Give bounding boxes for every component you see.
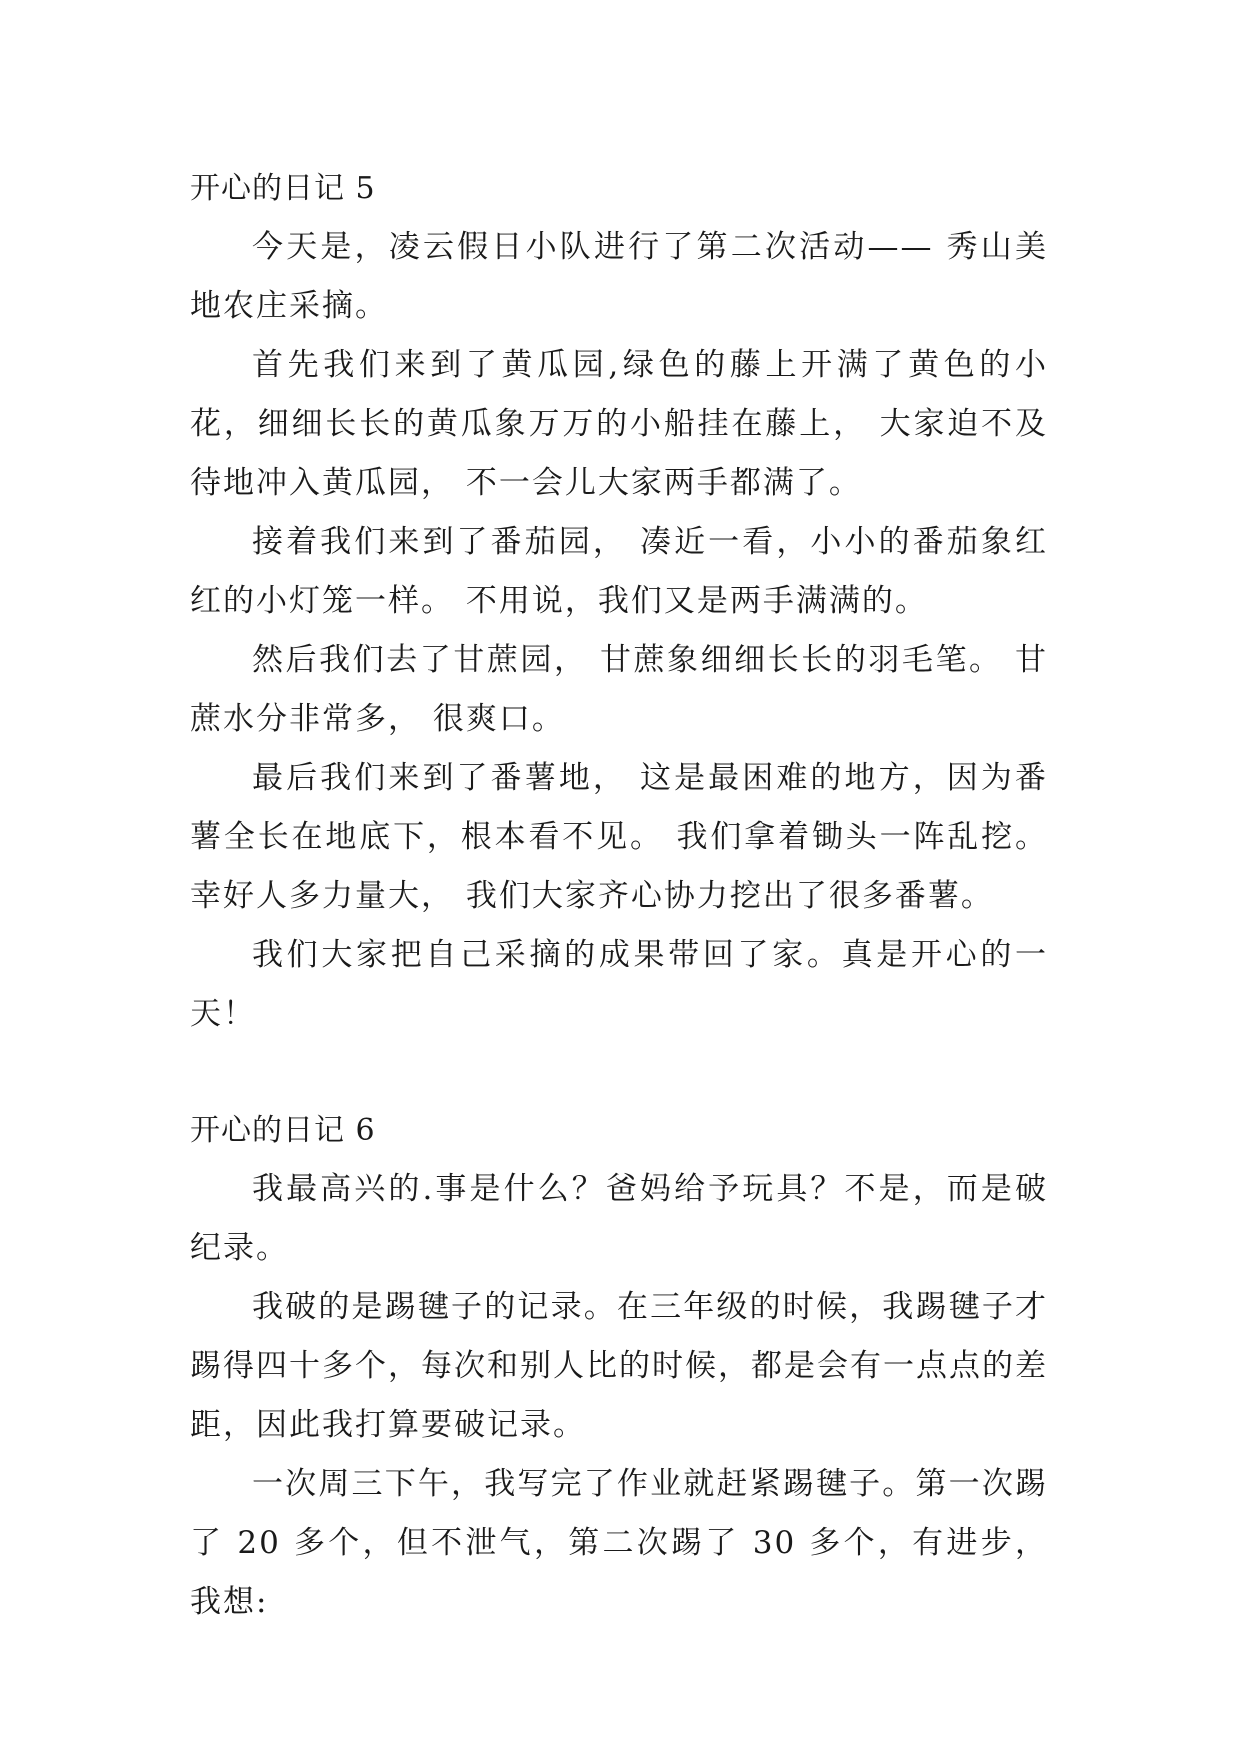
section-title: 开心的日记 5 [190, 171, 376, 206]
diary-section-5 [190, 160, 1048, 1044]
paragraph: 首先我们来到了黄瓜园,绿色的藤上开满了黄色的小花，细细长长的黄瓜象万万的小船挂在藤上， 大家迫不及待地冲入黄瓜园， 不一会儿大家两手都满了。 [190, 347, 1048, 501]
paragraph: 一次周三下午，我写完了作业就赶紧踢毽子。第一次踢了 20 多个，但不泄气，第二次踢了 30 多个，有进步，我想: [190, 1466, 1048, 1620]
paragraph: 我破的是踢毽子的记录。在三年级的时候，我踢毽子才踢得四十多个，每次和别人比的时候，都是会有一点点的差距，因此我打算要破记录。 [190, 1289, 1048, 1443]
paragraph: 接着我们来到了番茄园， 凑近一看，小小的番茄象红红的小灯笼一样。 不用说，我们又是两手满满的。 [190, 524, 1048, 619]
section-title: 开心的日记 6 [190, 1113, 376, 1148]
section-spacer [190, 1044, 1048, 1102]
paragraph: 我们大家把自己采摘的成果带回了家。真是开心的一天！ [190, 937, 1048, 1032]
diary-section-6 [190, 1102, 1048, 1632]
paragraph: 我最高兴的.事是什么？爸妈给予玩具？不是，而是破纪录。 [190, 1171, 1048, 1266]
paragraph: 最后我们来到了番薯地， 这是最困难的地方，因为番薯全长在地底下，根本看不见。 我们拿着锄头一阵乱挖。幸好人多力量大， 我们大家齐心协力挖出了很多番薯。 [190, 760, 1048, 914]
paragraph: 然后我们去了甘蔗园， 甘蔗象细细长长的羽毛笔。 甘蔗水分非常多， 很爽口。 [190, 642, 1048, 737]
paragraph: 今天是，凌云假日小队进行了第二次活动—— 秀山美地农庄采摘。 [190, 229, 1048, 324]
document-body [190, 160, 1048, 1632]
